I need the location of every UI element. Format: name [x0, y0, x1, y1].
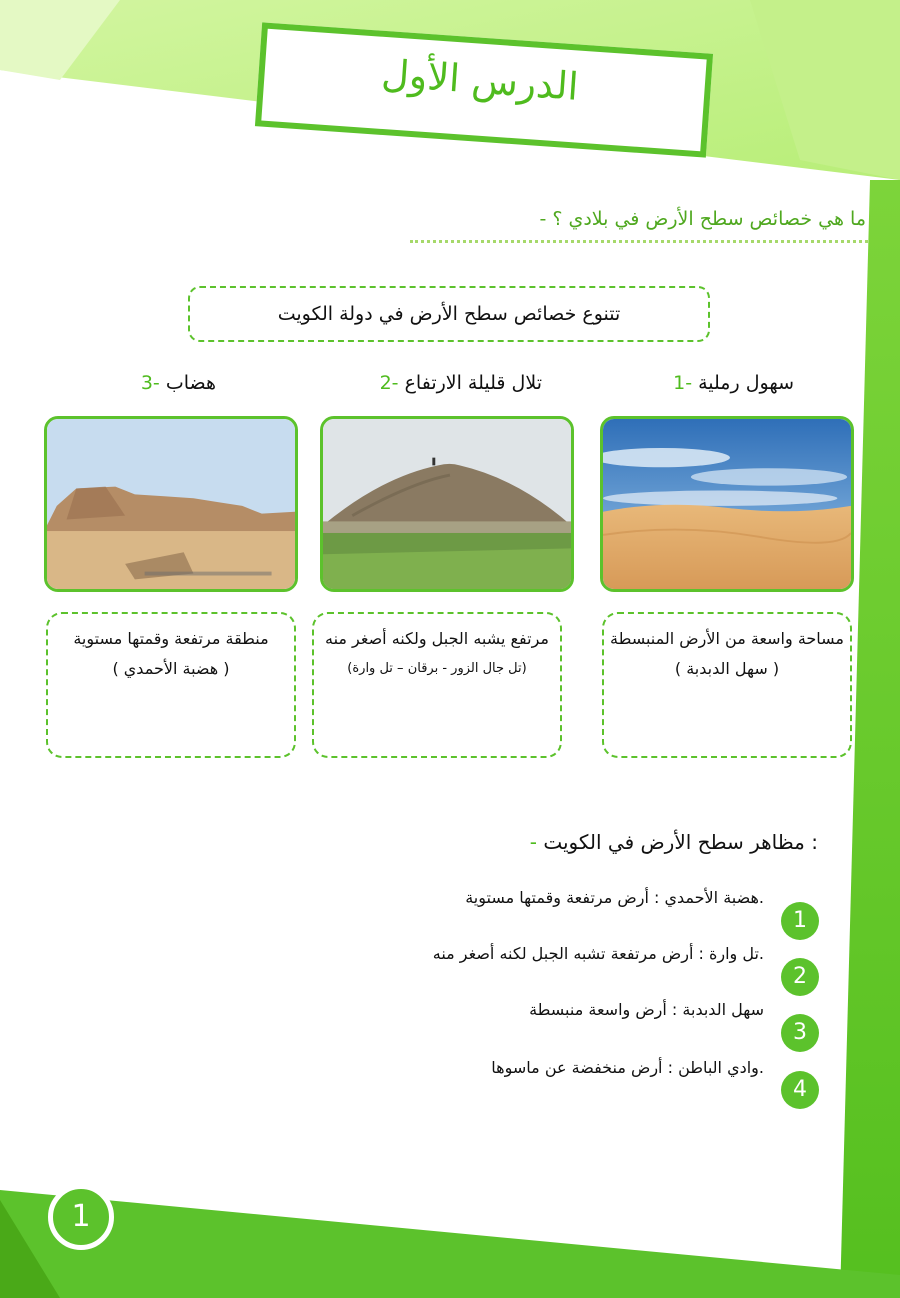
desc-example: ( سهل الدبدبة ) — [674, 659, 780, 678]
caption-name: سهول رملية — [698, 372, 794, 394]
feature-text-1: .هضبة الأحمدي : أرض مرتفعة وقمتها مستوية — [465, 888, 764, 907]
feature-number-4: 4 — [781, 1071, 819, 1109]
feature-number-3: 3 — [781, 1014, 819, 1052]
caption-number: -3 — [140, 372, 160, 394]
desc-text: منطقة مرتفعة وقمتها مستوية — [73, 629, 269, 648]
feature-number-1: 1 — [781, 902, 819, 940]
feature-text-2: .تل وارة : أرض مرتفعة تشبه الجبل لكنه أصغر منه — [432, 944, 764, 963]
lesson-title: الدرس الأول — [380, 51, 580, 109]
sand-desert-photo — [600, 416, 854, 592]
plateau-photo — [44, 416, 298, 592]
caption-number: -1 — [673, 372, 693, 394]
section-title-text: مظاهر سطح الأرض في الكويت — [543, 830, 805, 854]
feature-text-3: سهل الدبدبة : أرض واسعة منبسطة — [529, 1000, 764, 1019]
desc-text: مساحة واسعة من الأرض المنبسطة — [610, 629, 844, 648]
caption-number: -2 — [379, 372, 399, 394]
answer-dotted-line — [410, 240, 868, 243]
hill-photo — [320, 416, 574, 592]
caption-sand-plains — [673, 372, 794, 394]
desc-hills — [312, 612, 562, 758]
question-text: ما هي خصائص سطح الأرض في بلادي ؟ - — [539, 208, 866, 230]
intro-text: تتنوع خصائص سطح الأرض في دولة الكويت — [277, 303, 621, 325]
desc-text: مرتفع يشبه الجبل ولكنه أصغر منه — [324, 629, 549, 648]
caption-name: تلال قليلة الارتفاع — [404, 372, 542, 394]
desc-plateaus — [46, 612, 296, 758]
feature-text-4: .وادي الباطن : أرض منخفضة عن ماسوها — [491, 1058, 764, 1077]
caption-name: هضاب — [165, 372, 216, 394]
section-dash: - — [529, 830, 537, 854]
desc-example: ( هضبة الأحمدي ) — [112, 659, 230, 678]
desc-sand-plains — [602, 612, 852, 758]
caption-hills — [380, 372, 542, 394]
page-number: 1 — [48, 1184, 114, 1250]
section-title — [530, 830, 818, 854]
caption-plateaus — [141, 372, 216, 394]
section-prefix: : — [811, 830, 818, 854]
feature-number-2: 2 — [781, 958, 819, 996]
intro-box — [188, 286, 710, 342]
desc-example: (تل جال الزور - برقان – تل وارة) — [347, 661, 527, 676]
